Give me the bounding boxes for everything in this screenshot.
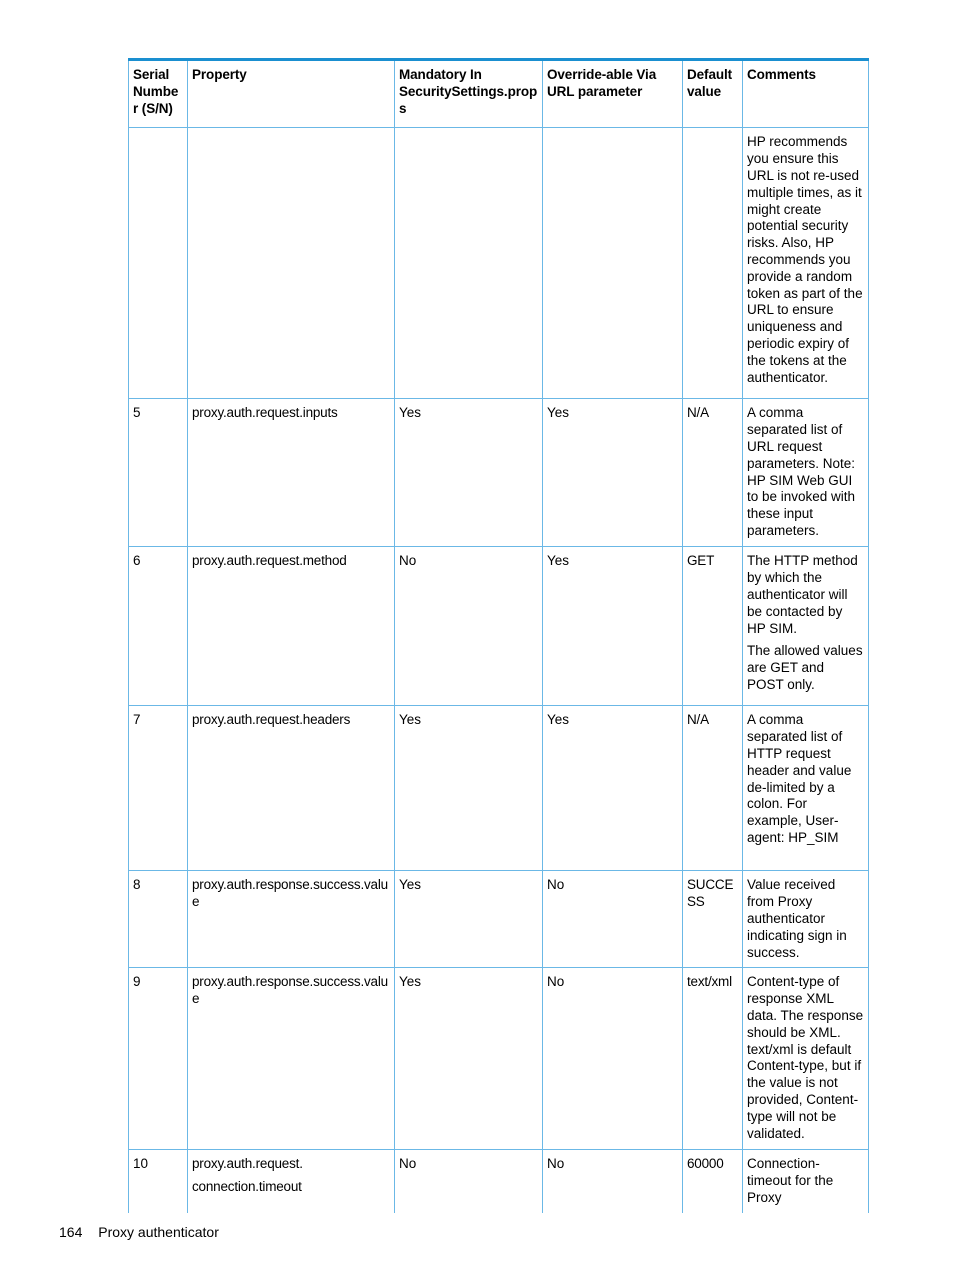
cell-mandatory: Yes [395,399,543,547]
header-comments: Comments [743,60,869,128]
cell-property: proxy.auth.request.method [188,547,395,706]
comment-paragraph: Connection-timeout for the Proxy [747,1156,834,1205]
table-row [129,871,869,968]
table-row [129,399,869,547]
header-mandatory: Mandatory In SecuritySettings.props [395,60,543,128]
header-property: Property [188,60,395,128]
header-default-value: Default value [683,60,743,128]
comment-paragraph: The allowed values are GET and POST only. [747,643,863,692]
cell-serial-number [129,128,188,399]
cell-default-value: text/xml [683,968,743,1150]
cell-comments [743,399,869,547]
comment-paragraph: The HTTP method by which the authenticator will be contacted by HP SIM. [747,553,858,636]
table-body [129,128,869,1213]
properties-table [128,58,869,1213]
cell-property [188,1150,395,1213]
table-row [129,706,869,871]
comment-paragraph: HP recommends you ensure this URL is not re-used multiple times, as it might create potential security risks. Also, HP recommends you provide a random token as part of the URL to ensure uniqueness and periodic expiry of the tokens at the authenticator. [747,134,863,385]
cell-serial-number: 5 [129,399,188,547]
header-serial-number: Serial Number (S/N) [129,60,188,128]
cell-comments [743,968,869,1150]
cell-override: Yes [543,399,683,547]
cell-override: No [543,968,683,1150]
table-row [129,968,869,1150]
cell-comments [743,128,869,399]
cell-mandatory: No [395,547,543,706]
cell-serial-number: 8 [129,871,188,968]
section-title: Proxy authenticator [98,1224,219,1240]
cell-mandatory: Yes [395,871,543,968]
cell-serial-number: 10 [129,1150,188,1213]
header-override: Override-able Via URL parameter [543,60,683,128]
cell-override: No [543,1150,683,1213]
cell-comments [743,871,869,968]
cell-serial-number: 6 [129,547,188,706]
cell-comments [743,706,869,871]
page-footer [59,1223,219,1241]
cell-property: proxy.auth.response.success.value [188,968,395,1150]
cell-override: Yes [543,706,683,871]
cell-property: proxy.auth.response.success.value [188,871,395,968]
comment-paragraph: Value received from Proxy authenticator indicating sign in success. [747,877,847,960]
page-number: 164 [59,1224,83,1240]
cell-mandatory [395,128,543,399]
cell-property: proxy.auth.request.inputs [188,399,395,547]
cell-property: proxy.auth.request.headers [188,706,395,871]
cell-default-value: 60000 [683,1150,743,1213]
cell-default-value: GET [683,547,743,706]
cell-default-value: N/A [683,399,743,547]
property-line: proxy.auth.request. [192,1156,303,1172]
cell-serial-number: 9 [129,968,188,1150]
comment-paragraph: A comma separated list of HTTP request header and value de-limited by a colon. For example, User-agent: HP_SIM [747,712,852,845]
header-row [129,60,869,128]
cell-comments [743,1150,869,1213]
table-row [129,1150,869,1213]
table-row [129,128,869,399]
cell-override: Yes [543,547,683,706]
cell-default-value [683,128,743,399]
comment-paragraph: Content-type of response XML data. The response should be XML. text/xml is default Content-type, but if the value is not provided, Content-type will not be validated. [747,974,864,1141]
cell-serial-number: 7 [129,706,188,871]
cell-mandatory: No [395,1150,543,1213]
cell-mandatory: Yes [395,706,543,871]
cell-comments [743,547,869,706]
cell-property [188,128,395,399]
property-line: connection.timeout [192,1179,302,1195]
cell-mandatory: Yes [395,968,543,1150]
cell-default-value: SUCCESS [683,871,743,968]
cell-override [543,128,683,399]
cell-default-value: N/A [683,706,743,871]
cell-override: No [543,871,683,968]
comment-paragraph: A comma separated list of URL request parameters. Note: HP SIM Web GUI to be invoked with these input parameters. [747,405,856,538]
table-row [129,547,869,706]
table-header [129,60,869,128]
